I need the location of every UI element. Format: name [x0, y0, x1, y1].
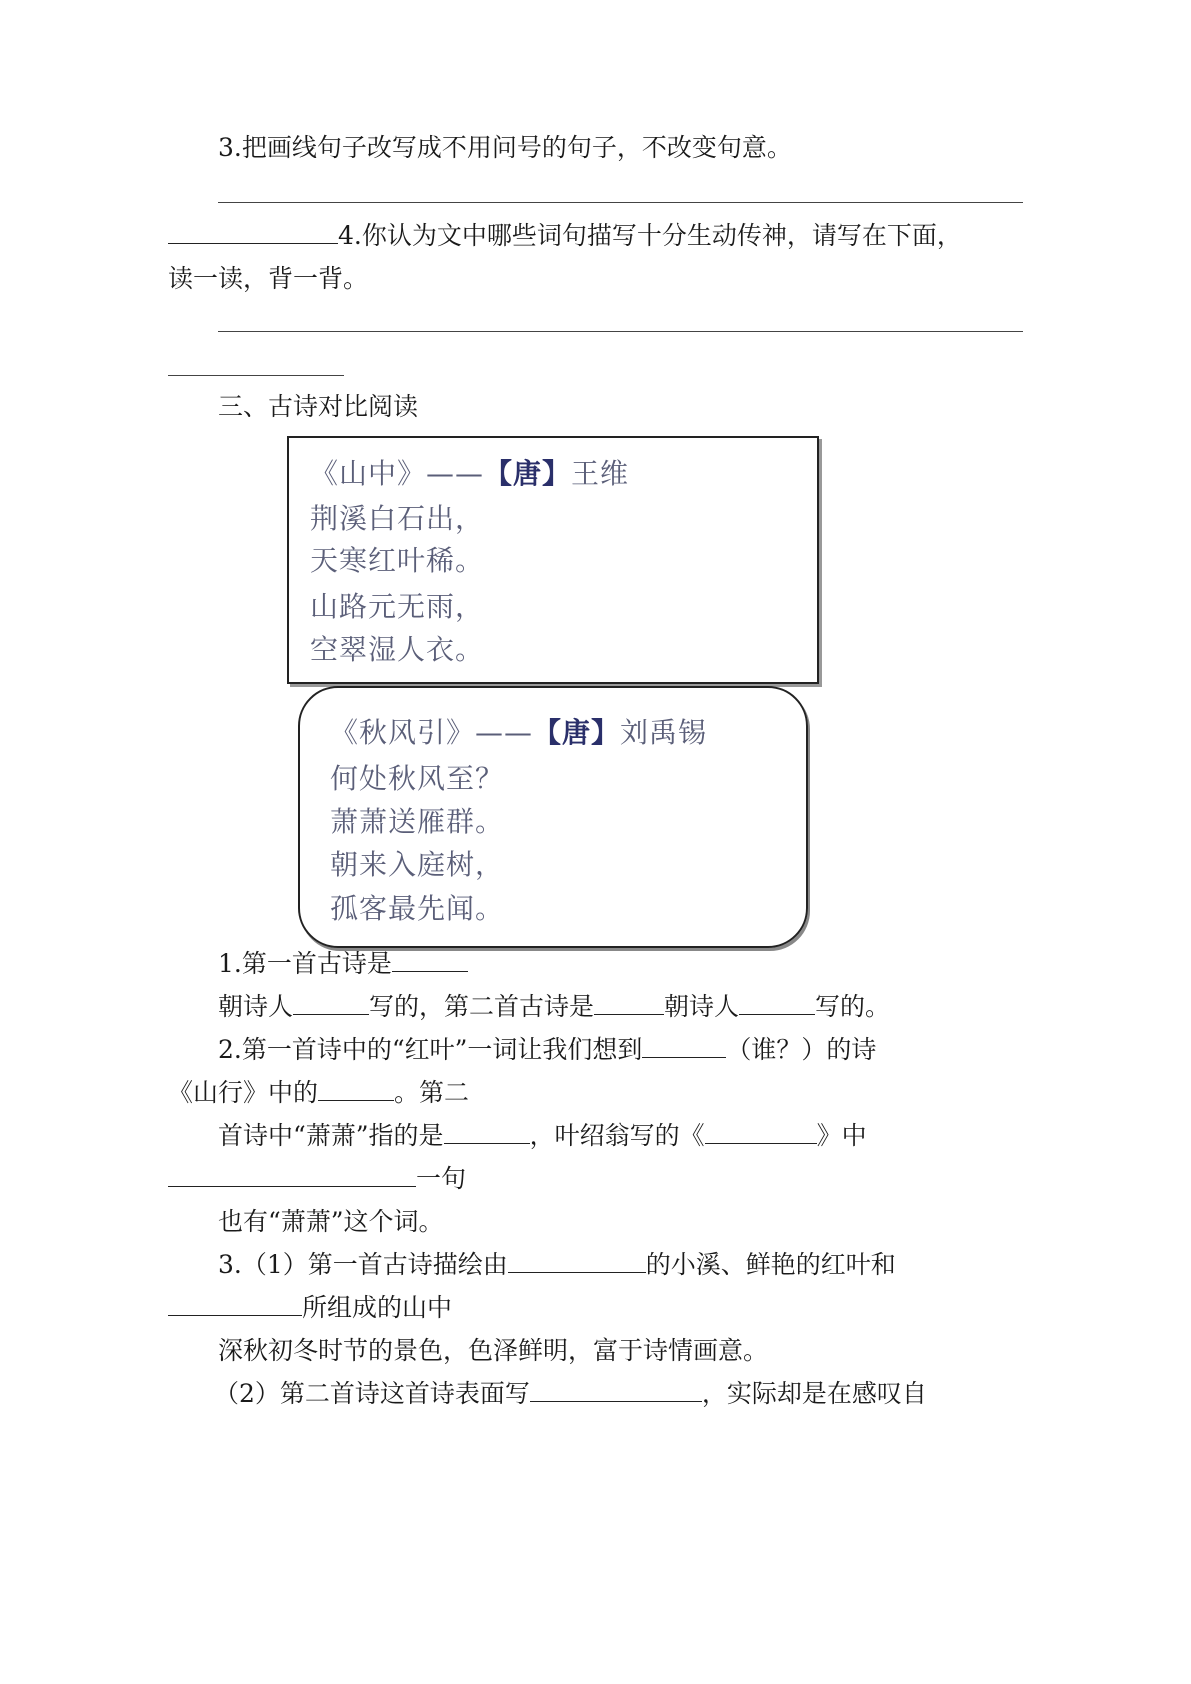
answer-blank [739, 990, 815, 1015]
answer-blank [392, 947, 468, 972]
question-2-text: 《山行》中的 [168, 1078, 319, 1107]
answer-blank [508, 1248, 646, 1273]
question-2-line-e: 也有“萧萧”这个词。 [218, 1207, 444, 1236]
answer-blank [705, 1119, 817, 1144]
question-4-text: 4.你认为文中哪些词句描写十分生动传神，请写在下面， [338, 221, 962, 250]
question-2-line-d [168, 1162, 466, 1196]
question-3-text: 的小溪、鲜艳的红叶和 [645, 1250, 896, 1279]
question-4-line [168, 219, 962, 253]
poem-1-dynasty: 【唐】 [484, 457, 572, 490]
question-3-text: ，实际却是在感叹自 [701, 1379, 927, 1408]
question-4-cont: 读一读，背一背。 [168, 264, 369, 293]
question-2-text: 》中 [816, 1121, 867, 1150]
poem-2-line: 萧萧送雁群。 [330, 805, 505, 838]
poem-2-dynasty: 【唐】 [533, 716, 621, 749]
answer-blank [168, 1291, 302, 1316]
question-1-line-a [218, 947, 468, 981]
question-3-line-a [218, 1248, 896, 1282]
answer-blank [318, 1076, 394, 1101]
poem-1-title [310, 452, 629, 492]
question-3-text: 3.（1）第一首古诗描绘由 [218, 1250, 508, 1279]
question-2-text: 2.第一首诗中的“红叶”一词让我们想到 [218, 1035, 643, 1064]
answer-blank [594, 990, 664, 1015]
question-3-line-d [214, 1377, 927, 1411]
question-1-line-b [218, 990, 890, 1024]
question-1-text: 写的，第二首古诗是 [369, 992, 595, 1021]
answer-blank [168, 219, 338, 244]
question-3-text: 所组成的山中 [302, 1293, 453, 1322]
question-2-text: （谁？）的诗 [726, 1035, 877, 1064]
answer-line [218, 331, 1023, 332]
question-2-line-b [168, 1076, 469, 1110]
question-2-line-c [218, 1119, 867, 1153]
poem-2-line: 孤客最先闻。 [330, 892, 505, 925]
poem-2-author: 刘禹锡 [620, 716, 708, 749]
question-1-text: 1.第一首古诗是 [218, 949, 392, 978]
answer-blank [293, 990, 369, 1015]
question-3-line-b [168, 1291, 452, 1325]
poem-2-line: 何处秋风至？ [330, 762, 505, 795]
answer-line [168, 375, 344, 376]
poem-1-name: 《山中》—— [310, 457, 485, 490]
question-3-rewrite: 3.把画线句子改写成不用问号的句子，不改变句意。 [218, 133, 792, 162]
answer-blank [530, 1377, 702, 1402]
answer-blank [444, 1119, 530, 1144]
poem-2-title [330, 711, 707, 751]
poem-1-line: 天寒红叶稀。 [310, 544, 485, 577]
answer-blank [168, 1162, 416, 1187]
question-2-line-a [218, 1033, 876, 1067]
question-2-text: 一句 [416, 1164, 467, 1193]
poem-2-line: 朝来入庭树， [330, 848, 505, 881]
section-3-heading: 三、古诗对比阅读 [218, 392, 419, 421]
poem-1-line: 荆溪白石出， [310, 502, 485, 535]
question-3-line-c: 深秋初冬时节的景色，色泽鲜明，富于诗情画意。 [218, 1336, 769, 1365]
poem-1-line: 山路元无雨， [310, 590, 485, 623]
question-1-text: 朝诗人 [664, 992, 740, 1021]
question-1-text: 写的。 [815, 992, 891, 1021]
poem-1-author: 王维 [571, 457, 630, 490]
question-2-text: ，叶绍翁写的《 [529, 1121, 705, 1150]
poem-1-line: 空翠湿人衣。 [310, 633, 485, 666]
question-2-text: 。第二 [394, 1078, 470, 1107]
question-2-text: 首诗中“萧萧”指的是 [218, 1121, 444, 1150]
answer-line [218, 202, 1023, 203]
poem-2-name: 《秋风引》—— [330, 716, 534, 749]
question-1-text: 朝诗人 [218, 992, 294, 1021]
answer-blank [642, 1033, 726, 1058]
question-3-text: （2）第二首诗这首诗表面写 [214, 1379, 530, 1408]
